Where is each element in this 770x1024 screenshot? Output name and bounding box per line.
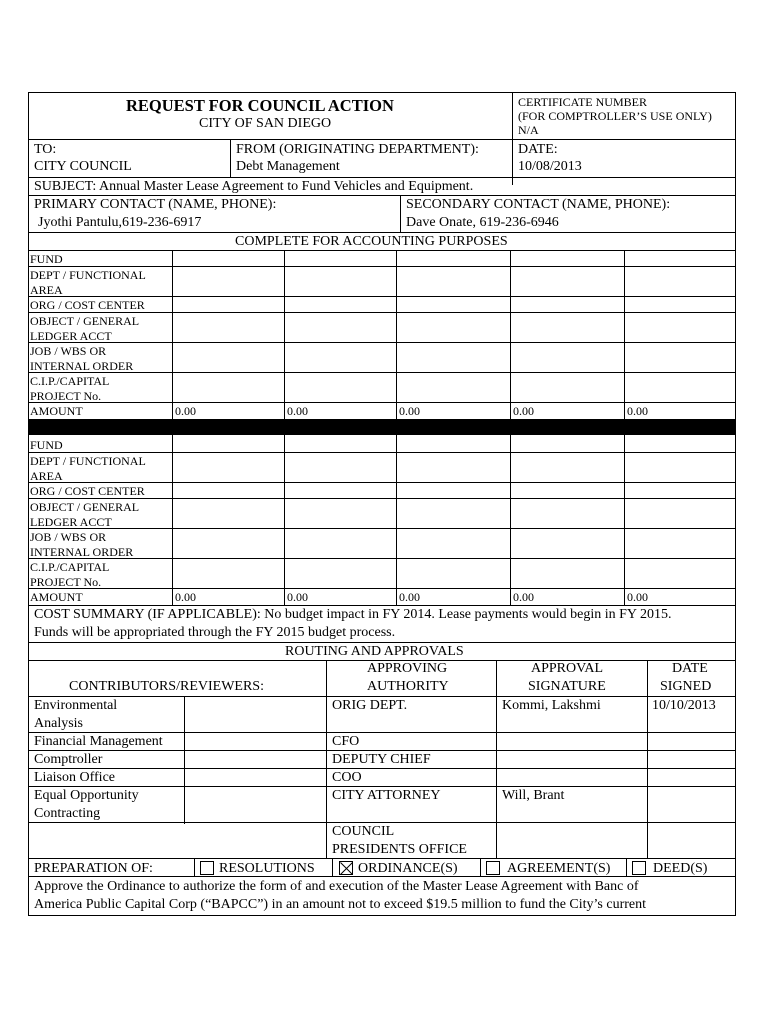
resolutions-label: RESOLUTIONS xyxy=(219,861,315,876)
from-value: Debt Management xyxy=(236,159,340,174)
section-divider-bar xyxy=(29,419,735,435)
job-label-2: INTERNAL ORDER xyxy=(30,359,134,373)
amount-value: 0.00 xyxy=(287,590,308,604)
certificate-note: (FOR COMPTROLLER’S USE ONLY) xyxy=(518,109,712,123)
amount-value: 0.00 xyxy=(513,404,534,418)
object-label-2: LEDGER ACCT xyxy=(30,329,112,343)
date-value: 10/08/2013 xyxy=(518,159,582,174)
accounting-heading: COMPLETE FOR ACCOUNTING PURPOSES xyxy=(235,234,508,249)
resolutions-checkbox[interactable] xyxy=(200,861,214,875)
dept-label-2: AREA xyxy=(30,469,63,483)
job-label-2: INTERNAL ORDER xyxy=(30,545,134,559)
routing-heading: ROUTING AND APPROVALS xyxy=(285,644,464,659)
object-label: OBJECT / GENERAL xyxy=(30,314,140,328)
amount-value: 0.00 xyxy=(627,590,648,604)
from-label: FROM (ORIGINATING DEPARTMENT): xyxy=(236,142,479,157)
authority-cfo: CFO xyxy=(332,734,360,749)
object-label: OBJECT / GENERAL xyxy=(30,500,140,514)
deeds-checkbox[interactable] xyxy=(632,861,646,875)
subject-line: SUBJECT: Annual Master Lease Agreement to Fund Vehicles and Equipment. xyxy=(34,179,474,194)
secondary-contact-value: Dave Onate, 619-236-6946 xyxy=(406,215,559,230)
dept-label: DEPT / FUNCTIONAL xyxy=(30,454,146,468)
form-title: REQUEST FOR COUNCIL ACTION xyxy=(126,96,394,115)
authority-council: COUNCIL xyxy=(332,824,395,839)
council-action-form xyxy=(28,92,736,916)
authority-header-2: AUTHORITY xyxy=(367,679,449,694)
job-label: JOB / WBS OR xyxy=(30,530,107,544)
amount-label: AMOUNT xyxy=(30,404,83,418)
object-label-2: LEDGER ACCT xyxy=(30,515,112,529)
primary-contact-value: Jyothi Pantulu,619-236-6917 xyxy=(38,215,202,230)
certificate-value: N/A xyxy=(518,123,539,137)
job-label: JOB / WBS OR xyxy=(30,344,107,358)
contributor-equal-opportunity-2: Contracting xyxy=(34,806,101,821)
signature-value: Kommi, Lakshmi xyxy=(502,698,601,713)
org-label: ORG / COST CENTER xyxy=(30,484,145,498)
amount-value: 0.00 xyxy=(175,404,196,418)
amount-value: 0.00 xyxy=(399,590,420,604)
amount-value: 0.00 xyxy=(399,404,420,418)
signature-value: Will, Brant xyxy=(502,788,565,803)
dept-label-2: AREA xyxy=(30,283,63,297)
fund-label: FUND xyxy=(30,252,63,266)
cip-label-2: PROJECT No. xyxy=(30,389,102,403)
cost-summary-line1: COST SUMMARY (IF APPLICABLE): No budget impact in FY 2014. Lease payments would begin in FY 2015. xyxy=(34,607,672,622)
date-signed-header: DATE xyxy=(672,661,708,676)
ordinances-label: ORDINANCE(S) xyxy=(358,861,458,876)
contributor-equal-opportunity: Equal Opportunity xyxy=(34,788,139,803)
date-label: DATE: xyxy=(518,142,558,157)
org-label: ORG / COST CENTER xyxy=(30,298,145,312)
action-line1: Approve the Ordinance to authorize the form of and execution of the Master Lease Agreement with Banc of xyxy=(34,879,639,894)
authority-coo: COO xyxy=(332,770,362,785)
amount-value: 0.00 xyxy=(513,590,534,604)
signature-header: APPROVAL xyxy=(531,661,604,676)
amount-label: AMOUNT xyxy=(30,590,83,604)
contributor-liaison: Liaison Office xyxy=(34,770,115,785)
authority-deputy-chief: DEPUTY CHIEF xyxy=(332,752,431,767)
fund-label: FUND xyxy=(30,438,63,452)
to-value: CITY COUNCIL xyxy=(34,159,132,174)
preparation-label: PREPARATION OF: xyxy=(34,861,153,876)
cip-label: C.I.P./CAPITAL xyxy=(30,560,110,574)
authority-orig-dept: ORIG DEPT. xyxy=(332,698,408,713)
contributor-environmental: Environmental xyxy=(34,698,118,713)
date-signed-value: 10/10/2013 xyxy=(652,698,716,713)
contributors-header: CONTRIBUTORS/REVIEWERS: xyxy=(69,679,264,694)
deeds-label: DEED(S) xyxy=(653,861,708,876)
authority-council-2: PRESIDENTS OFFICE xyxy=(332,842,467,857)
date-signed-header-2: SIGNED xyxy=(660,679,712,694)
cost-summary-line2: Funds will be appropriated through the FY 2015 budget process. xyxy=(34,625,396,640)
dept-label: DEPT / FUNCTIONAL xyxy=(30,268,146,282)
contributor-comptroller: Comptroller xyxy=(34,752,103,767)
form-subtitle: CITY OF SAN DIEGO xyxy=(199,116,332,131)
cip-label: C.I.P./CAPITAL xyxy=(30,374,110,388)
contributor-environmental-2: Analysis xyxy=(34,716,83,731)
secondary-contact-label: SECONDARY CONTACT (NAME, PHONE): xyxy=(406,197,671,212)
agreements-checkbox[interactable] xyxy=(486,861,500,875)
action-line2: America Public Capital Corp (“BAPCC”) in an amount not to exceed $19.5 million to fund the City’s current xyxy=(34,897,647,912)
amount-value: 0.00 xyxy=(287,404,308,418)
certificate-label: CERTIFICATE NUMBER xyxy=(518,95,647,109)
amount-value: 0.00 xyxy=(175,590,196,604)
primary-contact-label: PRIMARY CONTACT (NAME, PHONE): xyxy=(34,197,277,212)
authority-header: APPROVING xyxy=(367,661,448,676)
contributor-financial: Financial Management xyxy=(34,734,163,749)
ordinances-checkbox[interactable] xyxy=(339,861,353,875)
to-label: TO: xyxy=(34,142,57,157)
signature-header-2: SIGNATURE xyxy=(528,679,606,694)
agreements-label: AGREEMENT(S) xyxy=(507,861,611,876)
amount-value: 0.00 xyxy=(627,404,648,418)
cip-label-2: PROJECT No. xyxy=(30,575,102,589)
authority-city-attorney: CITY ATTORNEY xyxy=(332,788,441,803)
